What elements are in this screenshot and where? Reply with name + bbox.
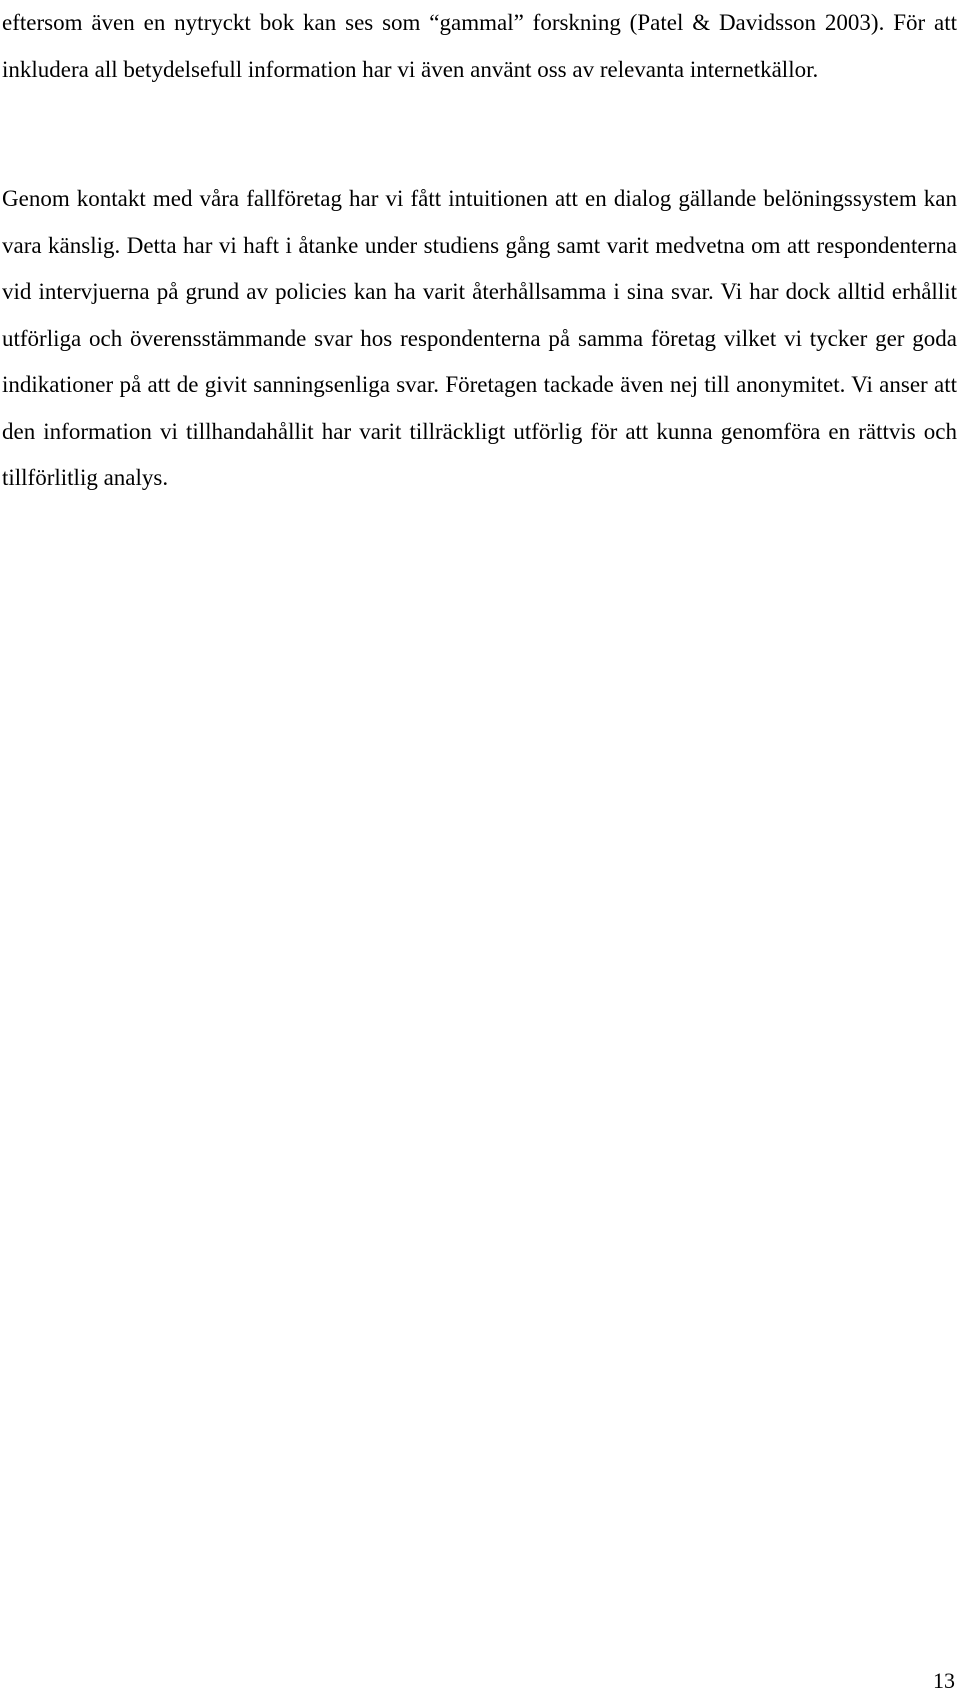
paragraph-sources: eftersom även en nytryckt bok kan ses som “gammal” forskning (Patel & Davidsson 2003). För att inkludera all betydelsefull information har vi även använt oss av relevanta internetkällor. [2,10,957,82]
paragraph-reliability: Genom kontakt med våra fallföretag har vi fått intuitionen att en dialog gällande belöningssystem kan vara känslig. Detta har vi haft i åtanke under studiens gång samt varit medvetna om att respondenterna vid intervjuerna på grund av policies kan ha varit återhållsamma i sina svar. Vi har dock alltid erhållit utförliga och överensstämmande svar hos respondenterna på samma företag vilket vi tycker ger goda indikationer på att de givit sanningsenliga svar. Företagen tackade även nej till anonymitet. Vi anser att den information vi tillhandahållit har varit tillräckligt utförlig för att kunna genomföra en rättvis och tillförlitlig analys. [2,186,957,490]
page-number: 13 [933,1668,955,1693]
